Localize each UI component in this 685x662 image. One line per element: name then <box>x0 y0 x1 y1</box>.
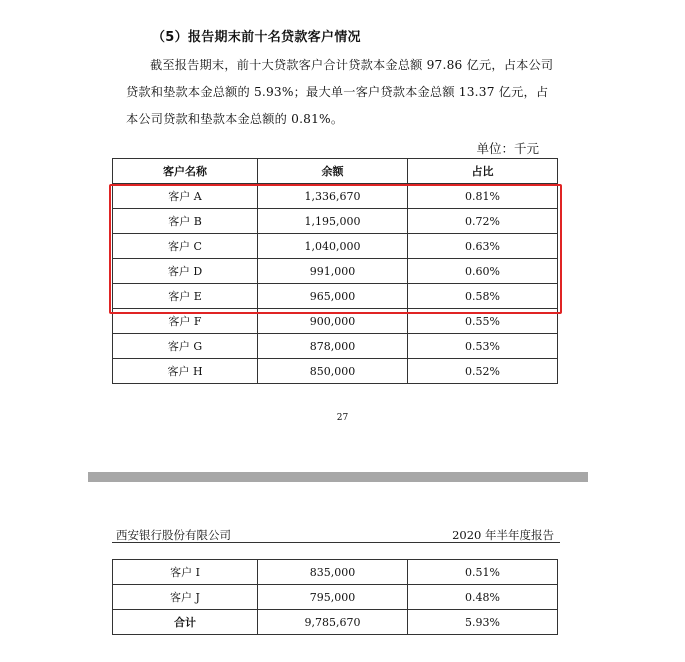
client-name: 客户 A <box>113 184 258 209</box>
header-rule <box>112 542 560 543</box>
client-balance: 795,000 <box>258 585 408 610</box>
client-name: 客户 E <box>113 284 258 309</box>
client-share: 0.52% <box>408 359 558 384</box>
table-row <box>113 560 558 585</box>
header-balance: 余额 <box>258 159 408 184</box>
client-share: 0.53% <box>408 334 558 359</box>
total-balance: 9,785,670 <box>258 610 408 635</box>
client-balance: 850,000 <box>258 359 408 384</box>
client-balance: 900,000 <box>258 309 408 334</box>
client-share: 0.51% <box>408 560 558 585</box>
client-share: 0.63% <box>408 234 558 259</box>
client-name: 客户 C <box>113 234 258 259</box>
header-share: 占比 <box>408 159 558 184</box>
client-name: 客户 B <box>113 209 258 234</box>
summary-text: 截至报告期末，前十大贷款客户合计贷款本金总额 97.86 亿元，占本公司贷款和垫款本金总额的 5.93%；最大单一客户贷款本金总额 13.37 亿元，占本公司贷款和垫款本金总额的 0.81%。 <box>126 58 554 126</box>
client-name: 客户 H <box>113 359 258 384</box>
client-share: 0.81% <box>408 184 558 209</box>
top-clients-table-continued <box>112 559 558 635</box>
client-balance: 991,000 <box>258 259 408 284</box>
highlight-annotation-box <box>109 184 562 314</box>
client-share: 0.60% <box>408 259 558 284</box>
summary-paragraph <box>126 52 554 133</box>
client-name: 客户 F <box>113 309 258 334</box>
table-header-row <box>113 159 558 184</box>
table-row <box>113 334 558 359</box>
client-share: 0.72% <box>408 209 558 234</box>
client-share: 0.48% <box>408 585 558 610</box>
table-row <box>113 585 558 610</box>
unit-label: 单位：千元 <box>476 141 539 156</box>
client-name: 客户 D <box>113 259 258 284</box>
client-balance: 1,040,000 <box>258 234 408 259</box>
client-name: 客户 I <box>113 560 258 585</box>
client-balance: 878,000 <box>258 334 408 359</box>
header-client-name: 客户名称 <box>113 159 258 184</box>
client-balance: 965,000 <box>258 284 408 309</box>
total-share: 5.93% <box>408 610 558 635</box>
client-share: 0.58% <box>408 284 558 309</box>
client-share: 0.55% <box>408 309 558 334</box>
client-balance: 1,336,670 <box>258 184 408 209</box>
total-label: 合计 <box>113 610 258 635</box>
page-break-divider <box>88 472 588 482</box>
client-balance: 1,195,000 <box>258 209 408 234</box>
next-page-header-report: 2020 年半年度报告 <box>452 528 554 542</box>
table-total-row <box>113 610 558 635</box>
page-number: 27 <box>336 413 349 423</box>
client-balance: 835,000 <box>258 560 408 585</box>
client-name: 客户 J <box>113 585 258 610</box>
table-row <box>113 359 558 384</box>
section-heading: （5）报告期末前十名贷款客户情况 <box>152 30 361 45</box>
next-page-header-company: 西安银行股份有限公司 <box>116 528 231 542</box>
client-name: 客户 G <box>113 334 258 359</box>
